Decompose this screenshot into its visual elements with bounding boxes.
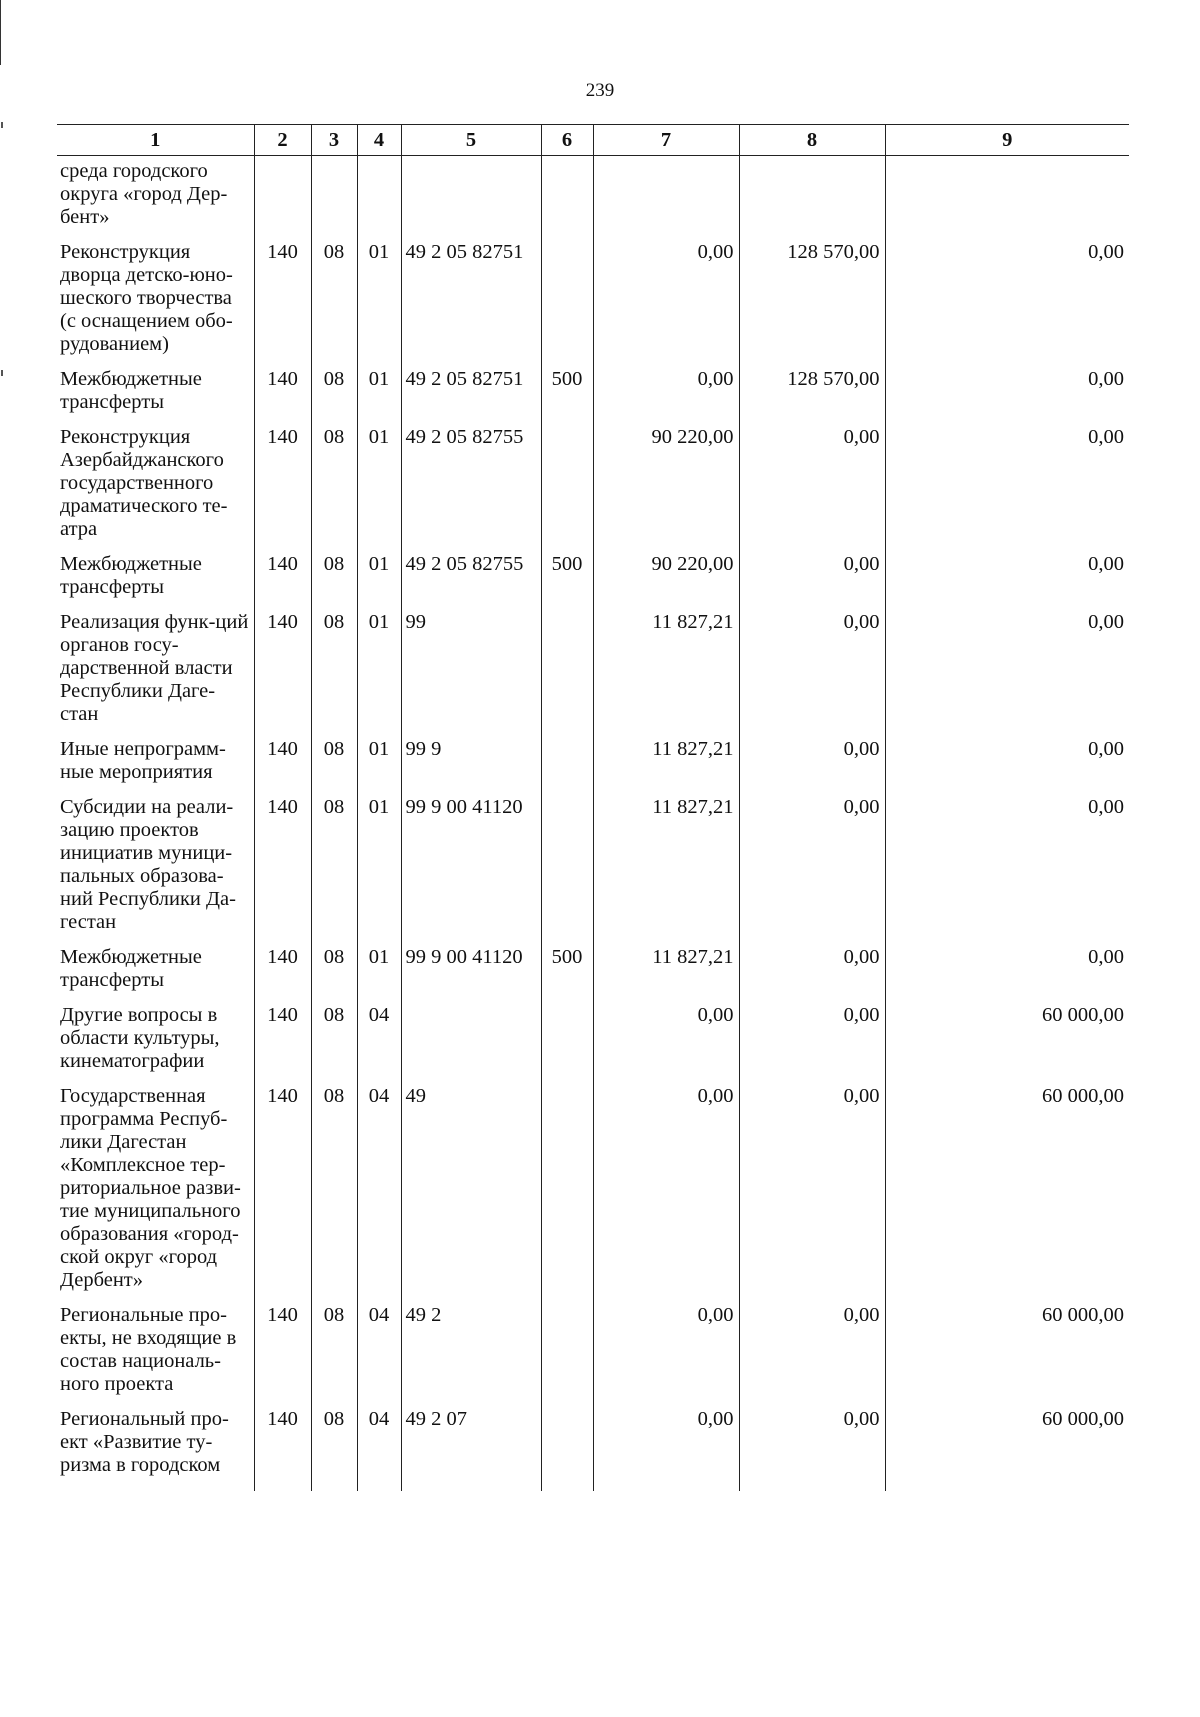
amount-col-9-cell: 60 000,00 — [885, 1404, 1129, 1491]
table-row — [57, 549, 1129, 607]
code-section-cell: 08 — [311, 1000, 357, 1081]
item-name-cell: Региональные про-екты, не входящие в состав националь-ного проекта — [60, 1304, 237, 1395]
table-row — [57, 1081, 1129, 1300]
amount-col-9-cell: 0,00 — [885, 607, 1129, 734]
code-expense-type-cell: 500 — [541, 549, 593, 607]
code-section-cell: 08 — [311, 549, 357, 607]
amount-col-7-cell: 0,00 — [593, 1404, 739, 1491]
column-header: 1 — [57, 125, 254, 156]
code-target-article-cell — [401, 156, 541, 238]
code-expense-type-cell — [541, 734, 593, 792]
table-row — [57, 1404, 1129, 1491]
amount-col-7-cell: 11 827,21 — [593, 734, 739, 792]
amount-col-8-cell: 0,00 — [739, 792, 885, 942]
code-section-cell: 08 — [311, 792, 357, 942]
table-row — [57, 792, 1129, 942]
code-subsection-cell — [357, 156, 401, 238]
amount-col-9-cell: 0,00 — [885, 549, 1129, 607]
code-subsection-cell: 04 — [357, 1081, 401, 1300]
amount-col-7-cell: 11 827,21 — [593, 792, 739, 942]
amount-col-7-cell: 11 827,21 — [593, 942, 739, 1000]
code-target-article-cell — [401, 1000, 541, 1081]
code-ministry-cell: 140 — [254, 237, 311, 364]
amount-col-9-cell: 0,00 — [885, 942, 1129, 1000]
code-ministry-cell: 140 — [254, 942, 311, 1000]
table-header — [57, 125, 1129, 156]
code-section-cell: 08 — [311, 364, 357, 422]
amount-col-9-cell: 60 000,00 — [885, 1300, 1129, 1404]
amount-col-8-cell: 0,00 — [739, 942, 885, 1000]
code-subsection-cell: 04 — [357, 1404, 401, 1491]
table-row — [57, 942, 1129, 1000]
code-expense-type-cell — [541, 792, 593, 942]
code-expense-type-cell — [541, 1000, 593, 1081]
code-subsection-cell: 01 — [357, 364, 401, 422]
code-expense-type-cell — [541, 1081, 593, 1300]
table-row — [57, 1300, 1129, 1404]
amount-col-7-cell: 0,00 — [593, 1081, 739, 1300]
code-subsection-cell: 01 — [357, 549, 401, 607]
amount-col-7-cell — [593, 156, 739, 238]
code-ministry-cell: 140 — [254, 1404, 311, 1491]
header-row — [57, 125, 1129, 156]
code-expense-type-cell: 500 — [541, 942, 593, 1000]
code-section-cell: 08 — [311, 1300, 357, 1404]
code-expense-type-cell — [541, 422, 593, 549]
item-name-cell: Межбюджетные трансферты — [60, 368, 202, 413]
column-header: 5 — [401, 125, 541, 156]
code-section-cell: 08 — [311, 607, 357, 734]
column-header: 2 — [254, 125, 311, 156]
amount-col-9-cell: 0,00 — [885, 422, 1129, 549]
code-subsection-cell: 01 — [357, 734, 401, 792]
amount-col-8-cell: 0,00 — [739, 422, 885, 549]
table-row — [57, 607, 1129, 734]
code-ministry-cell: 140 — [254, 607, 311, 734]
code-expense-type-cell — [541, 156, 593, 238]
code-subsection-cell: 01 — [357, 237, 401, 364]
amount-col-9-cell: 0,00 — [885, 237, 1129, 364]
code-target-article-cell: 49 2 05 82755 — [401, 422, 541, 549]
amount-col-9-cell: 0,00 — [885, 364, 1129, 422]
code-subsection-cell: 04 — [357, 1000, 401, 1081]
code-ministry-cell: 140 — [254, 1300, 311, 1404]
code-section-cell — [311, 156, 357, 238]
code-subsection-cell: 01 — [357, 792, 401, 942]
code-ministry-cell: 140 — [254, 422, 311, 549]
column-header: 9 — [885, 125, 1129, 156]
item-name-cell: Региональный про-ект «Развитие ту-ризма в городском — [60, 1408, 229, 1476]
code-section-cell: 08 — [311, 237, 357, 364]
column-header: 4 — [357, 125, 401, 156]
amount-col-8-cell: 128 570,00 — [739, 237, 885, 364]
amount-col-7-cell: 11 827,21 — [593, 607, 739, 734]
amount-col-7-cell: 90 220,00 — [593, 549, 739, 607]
code-expense-type-cell — [541, 1300, 593, 1404]
code-target-article-cell: 49 2 — [401, 1300, 541, 1404]
code-ministry-cell: 140 — [254, 734, 311, 792]
code-target-article-cell: 49 2 05 82751 — [401, 237, 541, 364]
code-subsection-cell: 04 — [357, 1300, 401, 1404]
code-target-article-cell: 49 2 07 — [401, 1404, 541, 1491]
column-header: 6 — [541, 125, 593, 156]
amount-col-8-cell — [739, 156, 885, 238]
table-row — [57, 1000, 1129, 1081]
item-name-cell: Реконструкция Азербайджанского государственного драматического те-атра — [60, 426, 228, 540]
amount-col-9-cell — [885, 156, 1129, 238]
amount-col-8-cell: 0,00 — [739, 734, 885, 792]
code-subsection-cell: 01 — [357, 422, 401, 549]
amount-col-8-cell: 0,00 — [739, 1081, 885, 1300]
code-subsection-cell: 01 — [357, 942, 401, 1000]
amount-col-7-cell: 90 220,00 — [593, 422, 739, 549]
scan-edge-dot — [1, 122, 3, 128]
amount-col-9-cell: 60 000,00 — [885, 1081, 1129, 1300]
code-target-article-cell: 99 9 00 41120 — [401, 942, 541, 1000]
item-name-cell: Другие вопросы в области культуры, кинематографии — [60, 1004, 220, 1072]
budget-table — [57, 124, 1129, 1491]
item-name-cell: Реконструкция дворца детско-юно-шеского творчества (с оснащением обо-рудованием) — [60, 241, 233, 355]
code-ministry-cell: 140 — [254, 1081, 311, 1300]
code-expense-type-cell: 500 — [541, 364, 593, 422]
item-name-cell: Межбюджетные трансферты — [60, 946, 202, 991]
table-row — [57, 734, 1129, 792]
column-header: 3 — [311, 125, 357, 156]
item-name-cell: среда городского округа «город Дер-бент» — [60, 160, 228, 228]
table-body — [57, 156, 1129, 1492]
table-row — [57, 156, 1129, 238]
amount-col-9-cell: 60 000,00 — [885, 1000, 1129, 1081]
code-target-article-cell: 49 — [401, 1081, 541, 1300]
code-target-article-cell: 99 — [401, 607, 541, 734]
code-ministry-cell: 140 — [254, 364, 311, 422]
scan-edge-mark — [0, 0, 1, 65]
table-row — [57, 364, 1129, 422]
code-section-cell: 08 — [311, 1404, 357, 1491]
amount-col-8-cell: 0,00 — [739, 1404, 885, 1491]
amount-col-7-cell: 0,00 — [593, 1000, 739, 1081]
code-ministry-cell: 140 — [254, 549, 311, 607]
code-section-cell: 08 — [311, 734, 357, 792]
scan-edge-dot — [1, 370, 3, 376]
amount-col-8-cell: 0,00 — [739, 607, 885, 734]
code-target-article-cell: 99 9 — [401, 734, 541, 792]
amount-col-9-cell: 0,00 — [885, 792, 1129, 942]
column-header: 8 — [739, 125, 885, 156]
item-name-cell: Реализация функ-ций органов госу-дарственной власти Республики Даге-стан — [60, 611, 249, 725]
amount-col-9-cell: 0,00 — [885, 734, 1129, 792]
column-header: 7 — [593, 125, 739, 156]
amount-col-7-cell: 0,00 — [593, 1300, 739, 1404]
page-number: 239 — [585, 80, 615, 101]
amount-col-8-cell: 0,00 — [739, 1300, 885, 1404]
item-name-cell: Межбюджетные трансферты — [60, 553, 202, 598]
table-row — [57, 422, 1129, 549]
amount-col-8-cell: 0,00 — [739, 549, 885, 607]
code-expense-type-cell — [541, 607, 593, 734]
item-name-cell: Субсидии на реали-зацию проектов инициатив муници-пальных образова-ний Республики Да-гестан — [60, 796, 236, 933]
code-ministry-cell — [254, 156, 311, 238]
item-name-cell: Иные непрограмм-ные мероприятия — [60, 738, 226, 783]
code-ministry-cell: 140 — [254, 1000, 311, 1081]
amount-col-8-cell: 128 570,00 — [739, 364, 885, 422]
code-target-article-cell: 49 2 05 82755 — [401, 549, 541, 607]
amount-col-8-cell: 0,00 — [739, 1000, 885, 1081]
table-row — [57, 237, 1129, 364]
amount-col-7-cell: 0,00 — [593, 237, 739, 364]
code-section-cell: 08 — [311, 942, 357, 1000]
item-name-cell: Государственная программа Респуб-лики Дагестан «Комплексное тер-риториальное разви-тие муниципального образования «город-ской округ «город Дербент» — [60, 1085, 241, 1291]
code-section-cell: 08 — [311, 422, 357, 549]
code-target-article-cell: 49 2 05 82751 — [401, 364, 541, 422]
code-target-article-cell: 99 9 00 41120 — [401, 792, 541, 942]
code-ministry-cell: 140 — [254, 792, 311, 942]
amount-col-7-cell: 0,00 — [593, 364, 739, 422]
code-subsection-cell: 01 — [357, 607, 401, 734]
code-expense-type-cell — [541, 237, 593, 364]
code-expense-type-cell — [541, 1404, 593, 1491]
code-section-cell: 08 — [311, 1081, 357, 1300]
